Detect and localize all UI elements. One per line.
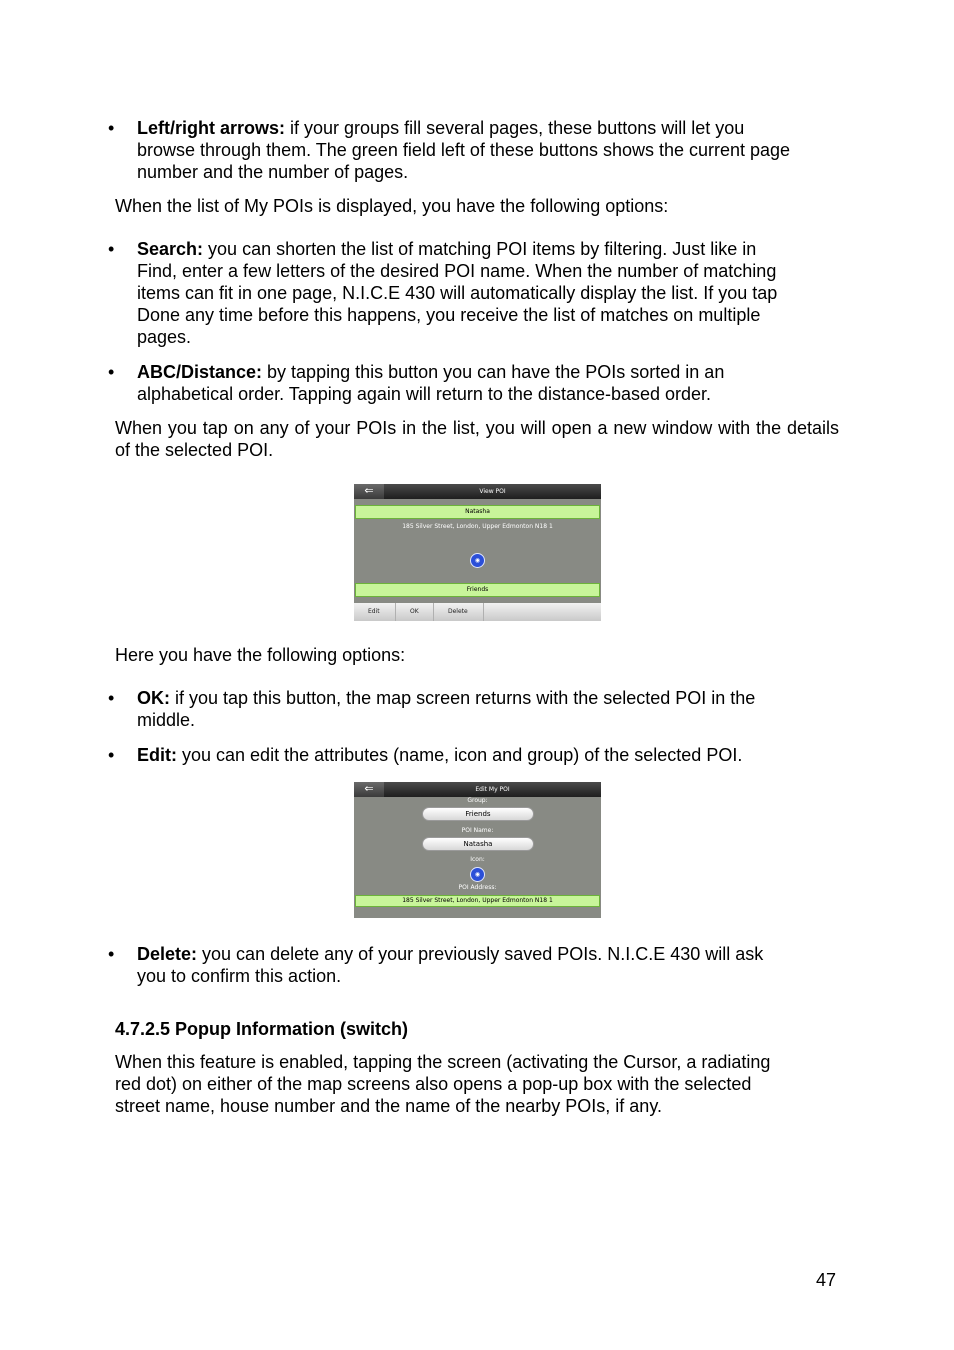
paragraph-line: street name, house number and the name of the nearby POIs, if any. [115,1096,662,1116]
poi-address-label: POI Address: [458,884,497,891]
bullet-text: middle. [137,710,196,730]
page-number: 47 [816,1270,837,1290]
paragraph-options: Here you have the following options: [115,645,406,665]
bullet-text: pages. [137,327,192,347]
bullet-delete [108,943,838,987]
bullet-text: items can fit in one page, N.I.C.E 430 will automatically display the list. If you tap [137,283,778,303]
bullet-text: if your groups fill several pages, these buttons will let you [285,118,745,138]
bullet-term: Edit: [137,745,177,765]
bullet-text: you can shorten the list of matching POI items by filtering. Just like in [203,239,757,259]
bullet-dot: • [108,362,115,382]
screen-title: Edit My POI [475,786,510,793]
section-heading: 4.7.2.5 Popup Information (switch) [115,1019,409,1039]
bullet-search [108,238,838,348]
bullet-term: Delete: [137,944,198,964]
view-poi-screenshot [354,484,601,621]
poi-name-label: POI Name: [461,827,494,834]
back-arrow-icon[interactable]: ⇐ [354,782,384,797]
screen-title: View POI [479,488,506,495]
bullet-edit [108,744,838,766]
bullet-text: browse through them. The green field left of these buttons shows the current page [137,140,791,160]
paragraph-list-options: When the list of My POIs is displayed, you have the following options: [115,196,669,216]
poi-name-input[interactable]: Natasha [422,837,534,851]
bullet-text: number and the number of pages. [137,162,409,182]
ok-button[interactable]: OK [396,603,434,621]
bullet-term: Left/right arrows: [137,118,286,138]
bullet-term: OK: [137,688,170,708]
edit-poi-screenshot [354,782,601,918]
poi-name-field[interactable]: Natasha [355,505,600,519]
poi-group-field[interactable]: Friends [355,583,600,597]
bullet-dot: • [108,745,115,765]
poi-address: 185 Silver Street, London, Upper Edmonton N18 1 [402,523,553,530]
poi-icon: ◉ [470,553,485,568]
paragraph-popup-info [115,1051,839,1117]
bullet-left-right-arrows [108,117,838,183]
bullet-ok [108,687,838,731]
paragraph-line: When this feature is enabled, tapping the screen (activating the Cursor, a radiating [115,1052,771,1072]
bullet-text: you can delete any of your previously saved POIs. N.I.C.E 430 will ask [197,944,764,964]
bullet-text: you can edit the attributes (name, icon and group) of the selected POI. [177,745,743,765]
paragraph-line: red dot) on either of the map screens also opens a pop-up box with the selected [115,1074,752,1094]
bullet-text: alphabetical order. Tapping again will return to the distance-based order. [137,384,712,404]
bullet-text: Done any time before this happens, you receive the list of matches on multiple [137,305,761,325]
bullet-abc-distance [108,361,838,405]
bullet-term: ABC/Distance: [137,362,263,382]
bullet-dot: • [108,239,115,259]
poi-icon[interactable]: ◉ [470,867,485,882]
bullet-text: by tapping this button you can have the POIs sorted in an [262,362,725,382]
bullet-text: you to confirm this action. [137,966,342,986]
bullet-text: Find, enter a few letters of the desired POI name. When the number of matching [137,261,777,281]
bullet-dot: • [108,118,115,138]
bullet-term: Search: [137,239,204,259]
bullet-text: if you tap this button, the map screen returns with the selected POI in the [170,688,756,708]
delete-button[interactable]: Delete [434,603,484,621]
icon-label: Icon: [470,856,485,863]
bullet-dot: • [108,944,115,964]
edit-button[interactable]: Edit [354,603,396,621]
back-arrow-icon[interactable]: ⇐ [354,484,384,499]
group-selector[interactable]: Friends [422,807,534,821]
bullet-dot: • [108,688,115,708]
paragraph-view-details: When you tap on any of your POIs in the list, you will open a new window with the details of the selected POI. [115,418,839,460]
poi-address-field: 185 Silver Street, London, Upper Edmonton N18 1 [355,895,600,907]
group-label: Group: [467,797,488,804]
button-bar [354,603,601,621]
